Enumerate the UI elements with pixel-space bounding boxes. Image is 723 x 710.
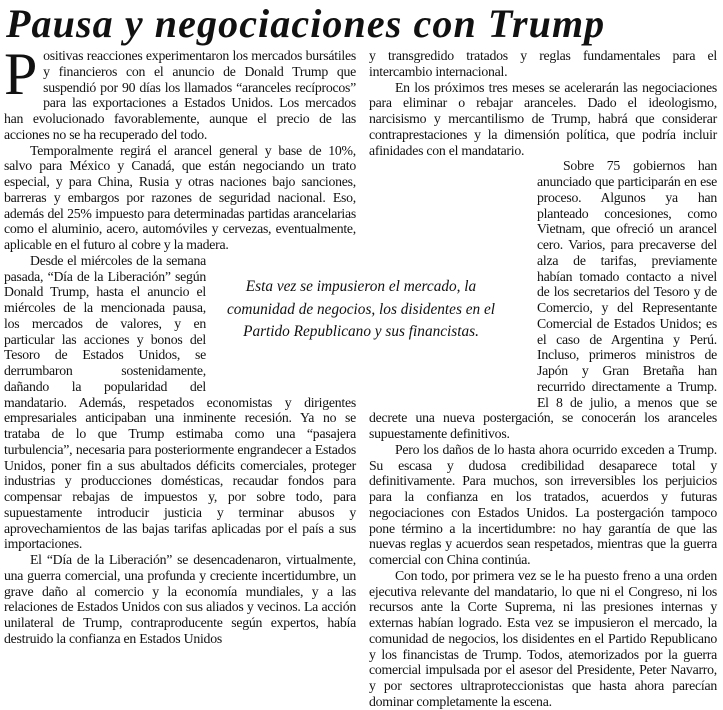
drop-cap: P <box>4 41 38 107</box>
paragraph-7-text: Sobre 75 gobiernos han anunciado que participarán en ese proceso. Algunos ya han planteado concesiones, como Vietnam, que ofreció un arancel cero. Varios, para precaverse del alza de tarifas, previamente habían tomado contacto a nivel de los secretarios del Tesoro y de Comercio, y del Representante Comercial de Estados Unidos; es el caso de Argentina y Perú. Incluso, primeros ministros de Japón y Gran Bretaña han recurrido directamente a Trump. El 8 de julio, a menos que se decrete una nueva postergación, se conocerán los aranceles supuestamente definitivos. <box>369 158 717 441</box>
paragraph-3: Desde el miércoles de la semana pasada, “Día de la Liberación” según Donald Trump, hasta el anuncio el miércoles de la mencionada pausa, los mercados de valores, y en particular las acciones y bonos del Tesoro de Estados Unidos, se derrumbaron sostenidamente, dañando la popularidad del mandatario. Además, respetados economistas y dirigentes empresariales anticipaban una inminente recesión. Ya no se trataba de lo que Trump estimaba como una “pasajera turbulencia”, necesaria para posteriormente engrandecer a Estados Unidos, poner fin a sus abultados déficits comerciales, proteger industrias y producciones domésticas, recaudar fondos para compensar rebajas de impuestos y, por sobre todo, para supuestamente introducir justicia y terminar abusos y aprovechamientos de las bajas tarifas aplicadas por el país a sus importaciones. <box>4 252 356 552</box>
paragraph-1 <box>4 41 356 143</box>
pull-quote: Esta vez se impusieron el mercado, la comunidad de negocios, los disidentes en el Partido Republicano y sus financistas. <box>218 272 504 362</box>
paragraph-1-text: ositivas reacciones experimentaron los mercados bursátiles y financieros con el anuncio de Donald Trump que suspendió por 90 días los llamados “aranceles recíprocos” para las exportaciones a Estados Unidos. Los mercados han evolucionado favorablemente, aunque el precio de las acciones no se ha recuperado del todo. <box>4 48 356 142</box>
paragraph-9: Con todo, por primera vez se le ha puesto freno a una orden ejecutiva relevante del mandatario, lo que ni el Congreso, ni los recursos ante la Corte Suprema, ni las presiones internas y externas habían logrado. Esta vez se impusieron el mercado, la comunidad de negocios, los disidentes en el Partido Republicano y los financistas de Trump. Todos, atemorizados por la guerra comercial impulsada por el asesor del Presidente, Peter Navarro, y por sectores ultraproteccionistas que hasta ahora parecían dominar completamente la escena. <box>369 567 717 709</box>
paragraph-2: Temporalmente regirá el arancel general y base de 10%, salvo para México y Canadá, que están negociando un trato especial, y para China, Rusia y otras naciones bajo sanciones, barreras y embargos por razones de seguridad nacional. Eso, además del 25% impuesto para determinadas partidas arancelarias como el aluminio, acero, automóviles y cervezas, eventualmente, aplicable en el futuro al cobre y la madera. <box>4 142 356 252</box>
paragraph-4: El “Día de la Liberación” se desencadenaron, virtualmente, una guerra comercial, una profunda y creciente incertidumbre, un grave daño al comercio y la economía mundiales, y a las relaciones de Estados Unidos con sus aliados y vecinos. La acción unilateral de Trump, contraproducente según expertos, había destruido la confianza en Estados Unidos <box>4 552 356 646</box>
paragraph-6: En los próximos tres meses se acelerarán las negociaciones para eliminar o rebajar aranceles. Dado el ideologismo, narcisismo y mercantilismo de Trump, habrá que considerar contraprestaciones y la dimensión política, que podría incluir afinidades con el mandatario. <box>369 79 717 158</box>
headline: Pausa y negociaciones con Trump <box>6 1 606 46</box>
paragraph-5: y transgredido tratados y reglas fundamentales para el intercambio internacional. <box>369 48 717 79</box>
paragraph-8: Pero los daños de lo hasta ahora ocurrido exceden a Trump. Su escasa y dudosa credibilidad desaparece total y definitivamente. Para muchos, son irreversibles los perjuicios para la confianza en los tratados, acuerdos y futuras negociaciones con Estados Unidos. La postergación tampoco pone término a la incertidumbre: no hay garantía de que las nuevas reglas y acuerdos sean respetados, mientras que la guerra comercial con China continúa. <box>369 441 717 567</box>
